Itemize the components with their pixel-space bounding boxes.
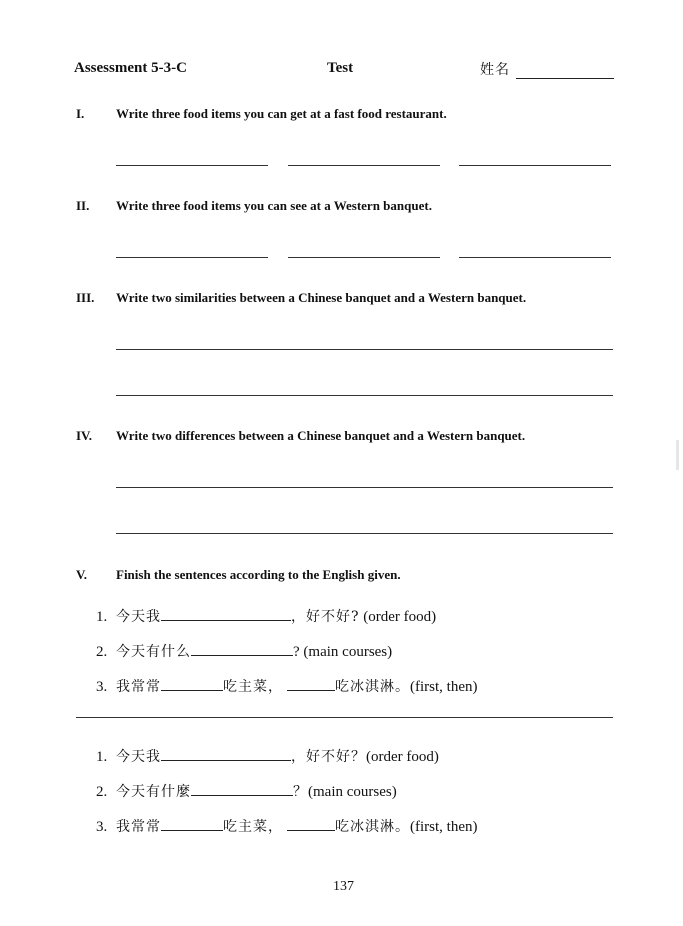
section-2-number: II. [76,198,90,213]
fill-blank[interactable] [161,678,223,691]
fill-blank[interactable] [191,783,293,796]
sentence-traditional-3: 3. 我常常 吃主菜， 吃冰淇淋。(first, then) [96,819,478,835]
fill-blank[interactable] [191,643,293,656]
section-2-prompt: Write three food items you can see at a Western banquet. [116,198,432,213]
section-3-prompt: Write two similarities between a Chinese banquet and a Western banquet. [116,290,527,305]
name-label: 姓名 [480,62,510,78]
page-number: 137 [333,879,354,894]
answer-line-1a[interactable] [116,165,268,166]
answer-line-1b[interactable] [288,165,440,166]
section-5-prompt: Finish the sentences according to the English given. [116,567,401,582]
sentence-simplified-3: 3. 我常常 吃主菜， 吃冰淇淋。(first, then) [96,679,478,695]
answer-line-1c[interactable] [459,165,611,166]
answer-line-3a[interactable] [116,349,613,350]
section-4-number: IV. [76,428,93,443]
answer-line-2b[interactable] [288,257,440,258]
fill-blank[interactable] [287,678,335,691]
divider-line [76,717,613,718]
fill-blank[interactable] [287,818,335,831]
assessment-title: Assessment 5-3-C [74,60,187,76]
section-1-prompt: Write three food items you can get at a fast food restaurant. [116,106,447,121]
answer-line-3b[interactable] [116,395,613,396]
fill-blank[interactable] [161,608,291,621]
answer-line-4b[interactable] [116,533,613,534]
scan-edge-mark [676,440,679,470]
answer-line-4a[interactable] [116,487,613,488]
name-field[interactable] [480,59,614,79]
section-3-number: III. [76,290,95,305]
sentence-traditional-2: 2. 今天有什麼 ？(main courses) [96,784,397,800]
section-4-prompt: Write two differences between a Chinese banquet and a Western banquet. [116,428,526,443]
sentence-traditional-1: 1. 今天我 ，好不好？(order food) [96,749,439,765]
name-blank-line[interactable] [516,64,614,79]
fill-blank[interactable] [161,748,291,761]
sentence-simplified-2: 2. 今天有什么 ? (main courses) [96,644,393,660]
test-label: Test [327,60,354,76]
fill-blank[interactable] [161,818,223,831]
answer-line-2c[interactable] [459,257,611,258]
section-1-number: I. [76,106,85,121]
section-5-number: V. [76,567,87,582]
sentence-simplified-1: 1. 今天我 ，好不好? (order food) [96,609,437,625]
answer-line-2a[interactable] [116,257,268,258]
